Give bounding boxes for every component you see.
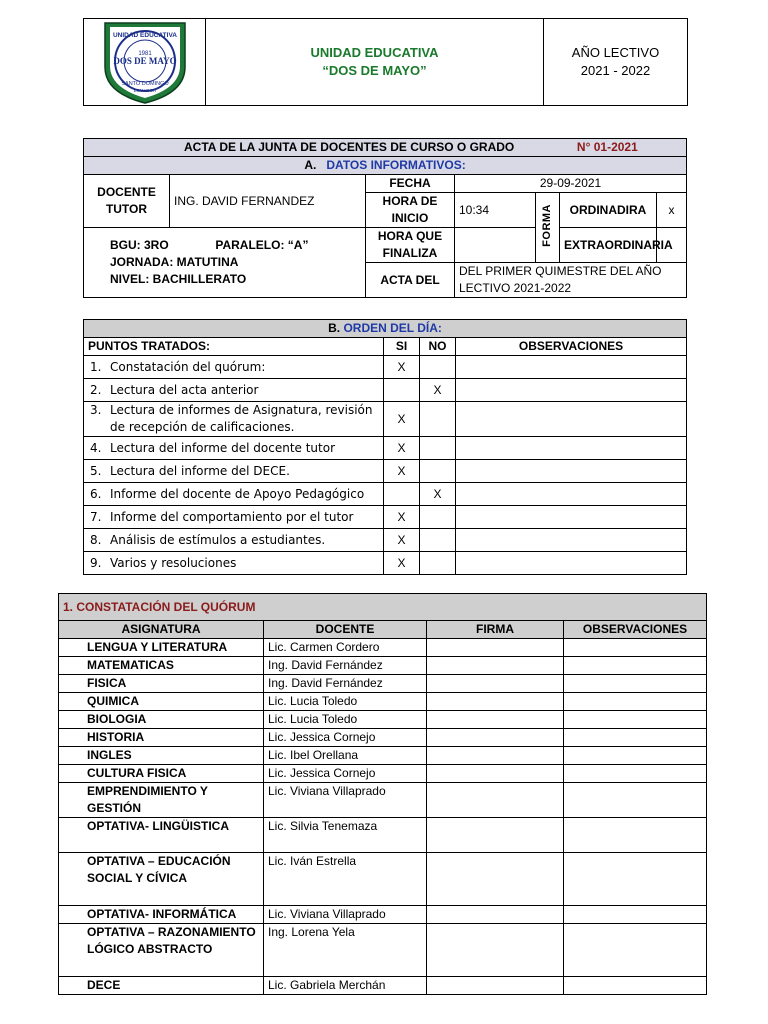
nivel-text: NIVEL: BACHILLERATO (110, 272, 247, 286)
orden-item-si: X (384, 460, 420, 483)
orden-item-obs (456, 506, 687, 529)
orden-item-row (84, 379, 687, 402)
quorum-firma[interactable] (427, 924, 564, 977)
hora-finaliza-value (455, 228, 536, 263)
acta-del-label: ACTA DEL (366, 263, 455, 298)
quorum-docente: Lic. Jessica Cornejo (264, 729, 427, 747)
orden-item-si: X (384, 506, 420, 529)
quorum-docente: Lic. Silvia Tenemaza (264, 818, 427, 853)
orden-item-text-cell (84, 402, 384, 437)
orden-item-text: Informe del comportamiento por el tutor (110, 509, 354, 524)
orden-item-text: Lectura del informe del DECE. (110, 463, 290, 478)
orden-item-obs (456, 402, 687, 437)
orden-item-text: Análisis de estímulos a estudiantes. (110, 532, 326, 547)
orden-item-si: X (384, 552, 420, 575)
quorum-observacion[interactable] (564, 675, 707, 693)
quorum-firma[interactable] (427, 977, 564, 995)
quorum-observacion[interactable] (564, 747, 707, 765)
orden-item-obs (456, 356, 687, 379)
col-docente-header: DOCENTE (264, 621, 427, 639)
orden-item-no (420, 506, 456, 529)
quorum-asignatura: HISTORIA (59, 729, 264, 747)
orden-item-obs (456, 437, 687, 460)
col-puntos-header: PUNTOS TRATADOS: (84, 338, 384, 356)
quorum-firma[interactable] (427, 729, 564, 747)
orden-item-row (84, 402, 687, 437)
quorum-asignatura: OPTATIVA- LINGÜISTICA (59, 818, 264, 853)
orden-item-si: X (384, 529, 420, 552)
col-si-header: SI (384, 338, 420, 356)
quorum-observacion[interactable] (564, 711, 707, 729)
quorum-asignatura: INGLES (59, 747, 264, 765)
quorum-row (59, 977, 707, 995)
quorum-docente: Lic. Carmen Cordero (264, 639, 427, 657)
acta-title-row (84, 139, 687, 157)
quorum-asignatura: OPTATIVA – RAZONAMIENTO LÓGICO ABSTRACTO (59, 924, 264, 977)
school-year-label: AÑO LECTIVO (571, 45, 660, 60)
orden-item-text-cell (84, 529, 384, 552)
section-b-title: ORDEN DEL DÍA: (343, 321, 442, 335)
acta-title: ACTA DE LA JUNTA DE DOCENTES DE CURSO O GRADO (184, 140, 515, 154)
orden-item-text: Informe del docente de Apoyo Pedagógico (110, 486, 365, 501)
orden-item-si: X (384, 437, 420, 460)
quorum-row (59, 924, 707, 977)
acta-section (83, 138, 687, 298)
jornada-text: JORNADA: MATUTINA (110, 255, 239, 269)
school-name-line2: “DOS DE MAYO” (322, 63, 427, 78)
quorum-row (59, 783, 707, 818)
quorum-asignatura: OPTATIVA – EDUCACIÓN SOCIAL Y CÍVICA (59, 853, 264, 906)
section-a-prefix: A. (304, 158, 317, 172)
quorum-row (59, 729, 707, 747)
quorum-title: 1. CONSTATACIÓN DEL QUÓRUM (59, 594, 707, 621)
ordinaria-mark: x (657, 193, 687, 228)
quorum-firma[interactable] (427, 657, 564, 675)
quorum-row (59, 675, 707, 693)
orden-item-no (420, 437, 456, 460)
orden-item-no: X (420, 483, 456, 506)
logo-country: ECUADOR (133, 88, 156, 93)
acta-number: N° 01-2021 (576, 140, 638, 154)
quorum-row (59, 765, 707, 783)
orden-item-text-cell (84, 506, 384, 529)
forma-cell (536, 193, 560, 263)
extraordinaria-label: EXTRAORDINARIA (560, 228, 657, 263)
orden-item-number: 8. (90, 532, 102, 547)
quorum-asignatura: EMPRENDIMIENTO Y GESTIÓN (59, 783, 264, 818)
orden-del-dia-section (83, 319, 687, 575)
orden-item-no (420, 356, 456, 379)
quorum-observacion[interactable] (564, 977, 707, 995)
quorum-docente: Lic. Viviana Villaprado (264, 783, 427, 818)
quorum-observacion[interactable] (564, 853, 707, 906)
orden-item-obs (456, 460, 687, 483)
orden-item-number: 2. (90, 382, 102, 397)
quorum-asignatura: QUIMICA (59, 693, 264, 711)
quorum-observacion[interactable] (564, 818, 707, 853)
orden-item-text: Lectura de informes de Asignatura, revisión de recepción de calificaciones. (110, 403, 373, 434)
orden-item-obs (456, 379, 687, 402)
hora-inicio-value: 10:34 (455, 193, 536, 228)
forma-label: FORMA (541, 203, 553, 247)
quorum-docente: Ing. David Fernández (264, 657, 427, 675)
col-obs-quorum-header: OBSERVACIONES (564, 621, 707, 639)
orden-item-number: 6. (90, 486, 102, 501)
col-obs-header: OBSERVACIONES (456, 338, 687, 356)
ordinaria-label: ORDINADIRA (560, 193, 657, 228)
quorum-firma[interactable] (427, 675, 564, 693)
orden-item-si (384, 483, 420, 506)
quorum-observacion[interactable] (564, 906, 707, 924)
quorum-row (59, 853, 707, 906)
logo-text-bottom: SANTO DOMINGO (120, 81, 169, 87)
orden-item-no: X (420, 379, 456, 402)
logo-text-top: UNIDAD EDUCATIVA (112, 32, 177, 39)
hora-inicio-label: HORA DE INICIO (366, 193, 455, 228)
quorum-firma[interactable] (427, 711, 564, 729)
quorum-asignatura: DECE (59, 977, 264, 995)
orden-item-text-cell (84, 437, 384, 460)
orden-item-text: Lectura del acta anterior (110, 382, 259, 397)
quorum-asignatura: MATEMATICAS (59, 657, 264, 675)
col-no-header: NO (420, 338, 456, 356)
quorum-firma[interactable] (427, 747, 564, 765)
quorum-docente: Lic. Viviana Villaprado (264, 906, 427, 924)
paralelo-text: PARALELO: “A” (215, 238, 309, 252)
quorum-docente: Lic. Lucia Toledo (264, 711, 427, 729)
docente-tutor-value: ING. DAVID FERNANDEZ (170, 175, 366, 228)
quorum-docente: Lic. Jessica Cornejo (264, 765, 427, 783)
orden-item-text: Constatación del quórum: (110, 359, 266, 374)
school-name-line1: UNIDAD EDUCATIVA (310, 45, 439, 60)
orden-item-text: Varios y resoluciones (110, 555, 237, 570)
quorum-asignatura: OPTATIVA- INFORMÁTICA (59, 906, 264, 924)
logo-text-center: DOS DE MAYO (112, 56, 177, 66)
orden-item-text-cell (84, 379, 384, 402)
quorum-asignatura: CULTURA FISICA (59, 765, 264, 783)
section-a-title: DATOS INFORMATIVOS: (326, 158, 466, 172)
orden-item-number: 5. (90, 463, 102, 478)
quorum-observacion[interactable] (564, 783, 707, 818)
quorum-docente: Lic. Iván Estrella (264, 853, 427, 906)
quorum-firma[interactable] (427, 818, 564, 853)
school-year-value: 2021 - 2022 (580, 63, 651, 78)
section-b-prefix: B. (328, 321, 341, 335)
hora-finaliza-label: HORA QUE FINALIZA (366, 228, 455, 263)
quorum-observacion[interactable] (564, 657, 707, 675)
orden-item-si: X (384, 356, 420, 379)
orden-item-row (84, 529, 687, 552)
document-header (83, 18, 688, 106)
orden-item-no (420, 460, 456, 483)
quorum-row (59, 657, 707, 675)
acta-del-value: DEL PRIMER QUIMESTRE DEL AÑO LECTIVO 2021-2022 (455, 263, 687, 298)
section-a-heading (84, 157, 687, 175)
orden-item-row (84, 506, 687, 529)
quorum-firma[interactable] (427, 765, 564, 783)
quorum-row (59, 693, 707, 711)
orden-item-si (384, 379, 420, 402)
orden-item-number: 1. (90, 359, 102, 374)
orden-item-no (420, 552, 456, 575)
quorum-firma[interactable] (427, 639, 564, 657)
fecha-value: 29-09-2021 (455, 175, 687, 193)
quorum-asignatura: BIOLOGIA (59, 711, 264, 729)
quorum-docente: Lic. Ibel Orellana (264, 747, 427, 765)
orden-item-row (84, 437, 687, 460)
quorum-asignatura: FISICA (59, 675, 264, 693)
quorum-section (58, 593, 707, 995)
orden-item-row (84, 356, 687, 379)
school-logo-cell (84, 19, 206, 106)
quorum-docente: Lic. Lucia Toledo (264, 693, 427, 711)
logo-year: 1981 (137, 51, 152, 57)
quorum-row (59, 747, 707, 765)
orden-item-text: Lectura del informe del docente tutor (110, 440, 336, 455)
section-b-heading (84, 320, 687, 338)
quorum-firma[interactable] (427, 783, 564, 818)
orden-item-number: 3. (90, 403, 102, 417)
orden-item-number: 9. (90, 555, 102, 570)
orden-item-text-cell (84, 356, 384, 379)
orden-item-no (420, 529, 456, 552)
orden-item-obs (456, 552, 687, 575)
orden-item-text-cell (84, 552, 384, 575)
fecha-label: FECHA (366, 175, 455, 193)
school-logo (97, 19, 193, 105)
quorum-firma[interactable] (427, 906, 564, 924)
col-asignatura-header: ASIGNATURA (59, 621, 264, 639)
col-firma-header: FIRMA (427, 621, 564, 639)
quorum-docente: Ing. Lorena Yela (264, 924, 427, 977)
docente-tutor-label: DOCENTE TUTOR (84, 175, 170, 228)
orden-item-number: 7. (90, 509, 102, 524)
quorum-observacion[interactable] (564, 729, 707, 747)
quorum-row (59, 906, 707, 924)
school-year-cell (544, 19, 688, 106)
orden-item-obs (456, 483, 687, 506)
quorum-firma[interactable] (427, 693, 564, 711)
orden-item-obs (456, 529, 687, 552)
quorum-docente: Lic. Gabriela Merchán (264, 977, 427, 995)
quorum-docente: Ing. David Fernández (264, 675, 427, 693)
bgu-text: BGU: 3RO (110, 238, 169, 252)
orden-item-row (84, 552, 687, 575)
orden-item-si: X (384, 402, 420, 437)
orden-item-row (84, 460, 687, 483)
curso-info-cell (84, 228, 366, 298)
quorum-observacion[interactable] (564, 639, 707, 657)
orden-item-row (84, 483, 687, 506)
quorum-observacion[interactable] (564, 693, 707, 711)
quorum-row (59, 711, 707, 729)
orden-item-no (420, 402, 456, 437)
quorum-row (59, 639, 707, 657)
orden-item-text-cell (84, 483, 384, 506)
school-name-cell (206, 19, 544, 106)
quorum-firma[interactable] (427, 853, 564, 906)
quorum-observacion[interactable] (564, 924, 707, 977)
quorum-row (59, 818, 707, 853)
orden-item-text-cell (84, 460, 384, 483)
orden-item-number: 4. (90, 440, 102, 455)
quorum-asignatura: LENGUA Y LITERATURA (59, 639, 264, 657)
quorum-observacion[interactable] (564, 765, 707, 783)
